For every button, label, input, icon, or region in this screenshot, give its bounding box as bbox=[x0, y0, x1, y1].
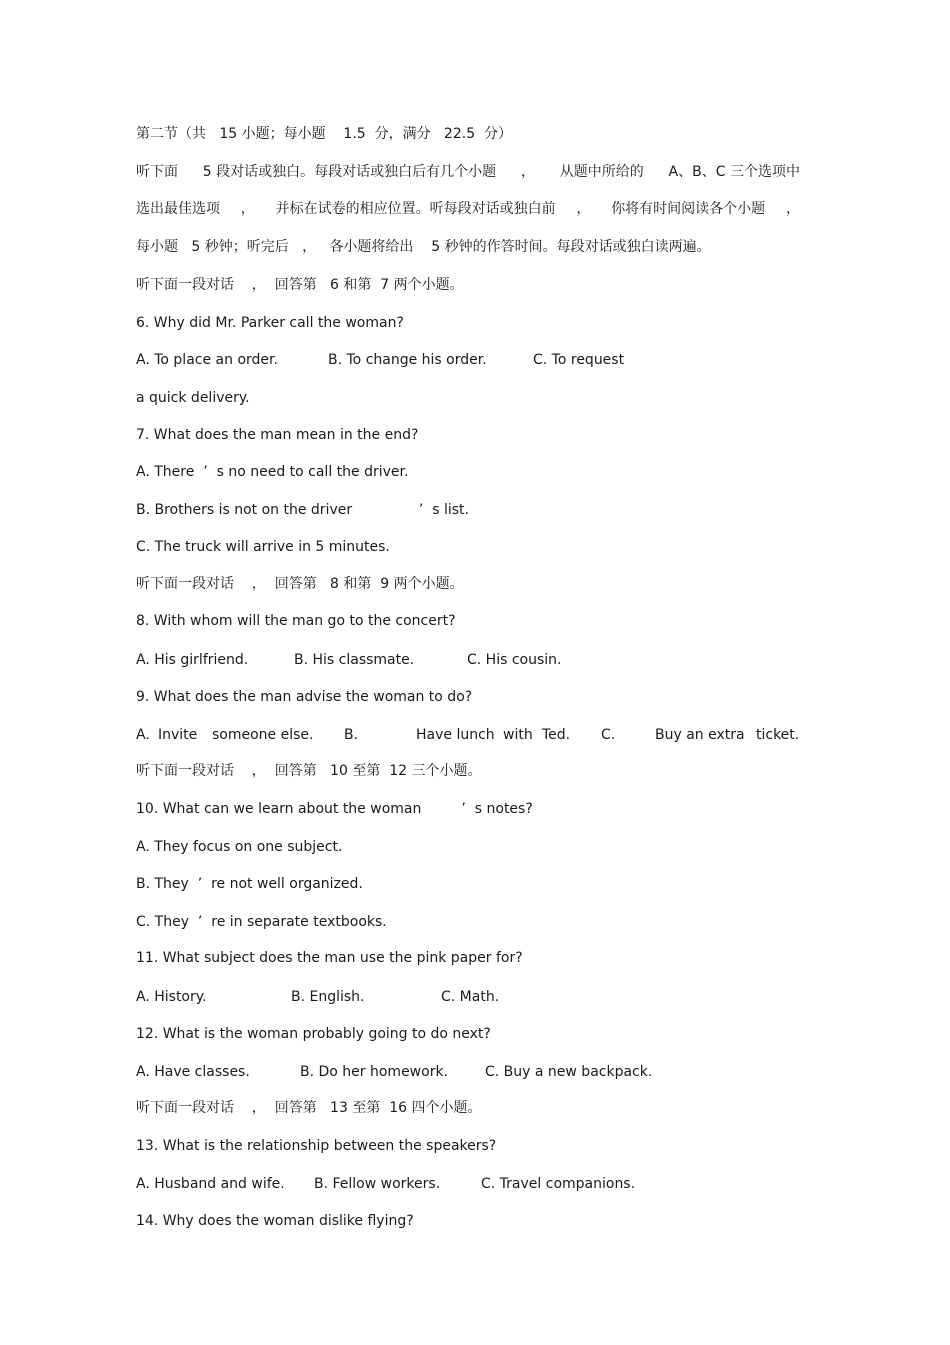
option-c: C. Buy a new backpack. bbox=[485, 1064, 653, 1080]
question-12-stem: 12. What is the woman probably going to do next? bbox=[136, 1026, 491, 1042]
option-c: C. His cousin. bbox=[467, 652, 562, 668]
direction-6-7: 听下面一段对话 ， 回答第 6 和第 7 两个小题。 bbox=[136, 277, 464, 293]
option-c: C. Travel companions. bbox=[481, 1176, 636, 1192]
question-7-stem: 7. What does the man mean in the end? bbox=[136, 427, 419, 443]
option-b: B. Fellow workers. bbox=[314, 1176, 441, 1192]
instruction-text: 听下面 bbox=[136, 164, 178, 180]
option-c: C. To request bbox=[533, 352, 625, 368]
option-c-text: Buy an extra bbox=[655, 727, 745, 743]
question-9-stem: 9. What does the man advise the woman to do? bbox=[136, 689, 473, 705]
question-8-stem: 8. With whom will the man go to the concert? bbox=[136, 613, 456, 629]
question-10-option-c: C. They ’ re in separate textbooks. bbox=[136, 914, 387, 930]
option-c-text: ticket. bbox=[756, 727, 800, 743]
option-b: B. Do her homework. bbox=[300, 1064, 449, 1080]
option-a: A. Husband and wife. bbox=[136, 1176, 285, 1192]
instruction-text: 5 秒钟；听完后 bbox=[191, 239, 289, 255]
question-13-stem: 13. What is the relationship between the speakers? bbox=[136, 1138, 497, 1154]
instruction-text: 5 段对话或独白。每段对话或独白后有几个小题 bbox=[202, 164, 497, 180]
option-a: A. To place an order. bbox=[136, 352, 278, 368]
option-a-text: someone else. bbox=[212, 727, 314, 743]
instruction-text: 并标在试卷的相应位置。听每段对话或独白前 bbox=[275, 201, 556, 217]
question-10-option-a: A. They focus on one subject. bbox=[136, 839, 343, 855]
instruction-text: ， bbox=[785, 201, 800, 217]
section-heading: 第二节（共 15 小题；每小题 1.5 分，满分 22.5 分） bbox=[136, 126, 513, 142]
option-b-text: Have lunch bbox=[416, 727, 495, 743]
option-a: A. History. bbox=[136, 989, 207, 1005]
option-b-text: Ted. bbox=[542, 727, 571, 743]
question-7-option-c: C. The truck will arrive in 5 minutes. bbox=[136, 539, 390, 555]
instruction-text: 每小题 bbox=[136, 239, 178, 255]
instructions-line-1 bbox=[136, 163, 800, 181]
option-c: C. Math. bbox=[441, 989, 500, 1005]
question-6-stem: 6. Why did Mr. Parker call the woman? bbox=[136, 315, 404, 331]
instruction-text: ， bbox=[302, 239, 317, 255]
instruction-text: ， bbox=[520, 164, 535, 180]
option-b-text: with bbox=[503, 727, 533, 743]
question-7-option-b: B. Brothers is not on the driver ’ s list. bbox=[136, 502, 469, 518]
question-10-stem: 10. What can we learn about the woman ’ s notes? bbox=[136, 801, 533, 817]
question-11-stem: 11. What subject does the man use the pink paper for? bbox=[136, 950, 523, 966]
option-a-text: Invite bbox=[158, 727, 198, 743]
option-b: B. To change his order. bbox=[328, 352, 487, 368]
instructions-line-2 bbox=[136, 200, 800, 218]
direction-10-12: 听下面一段对话 ， 回答第 10 至第 12 三个小题。 bbox=[136, 763, 482, 779]
question-6-option-c-cont: a quick delivery. bbox=[136, 390, 250, 406]
instruction-text: A、B、C 三个选项中 bbox=[668, 164, 800, 180]
option-b-letter: B. bbox=[344, 727, 359, 743]
question-14-stem: 14. Why does the woman dislike flying? bbox=[136, 1213, 414, 1229]
option-b: B. English. bbox=[291, 989, 365, 1005]
option-b: B. His classmate. bbox=[294, 652, 415, 668]
question-10-option-b: B. They ’ re not well organized. bbox=[136, 876, 363, 892]
instruction-text: ， bbox=[240, 201, 255, 217]
question-7-option-a: A. There ’ s no need to call the driver. bbox=[136, 464, 409, 480]
instructions-line-3 bbox=[136, 238, 711, 256]
instruction-text: 从题中所给的 bbox=[559, 164, 644, 180]
option-a-letter: A. bbox=[136, 727, 150, 743]
instruction-text: 你将有时间阅读各个小题 bbox=[611, 201, 766, 217]
instruction-text: 5 秒钟的作答时间。每段对话或独白读两遍。 bbox=[431, 239, 711, 255]
direction-13-16: 听下面一段对话 ， 回答第 13 至第 16 四个小题。 bbox=[136, 1100, 482, 1116]
option-a: A. Have classes. bbox=[136, 1064, 250, 1080]
direction-8-9: 听下面一段对话 ， 回答第 8 和第 9 两个小题。 bbox=[136, 576, 464, 592]
instruction-text: ， bbox=[576, 201, 591, 217]
option-c-letter: C. bbox=[601, 727, 616, 743]
option-a: A. His girlfriend. bbox=[136, 652, 249, 668]
instruction-text: 选出最佳选项 bbox=[136, 201, 220, 217]
instruction-text: 各小题将给出 bbox=[329, 239, 414, 255]
